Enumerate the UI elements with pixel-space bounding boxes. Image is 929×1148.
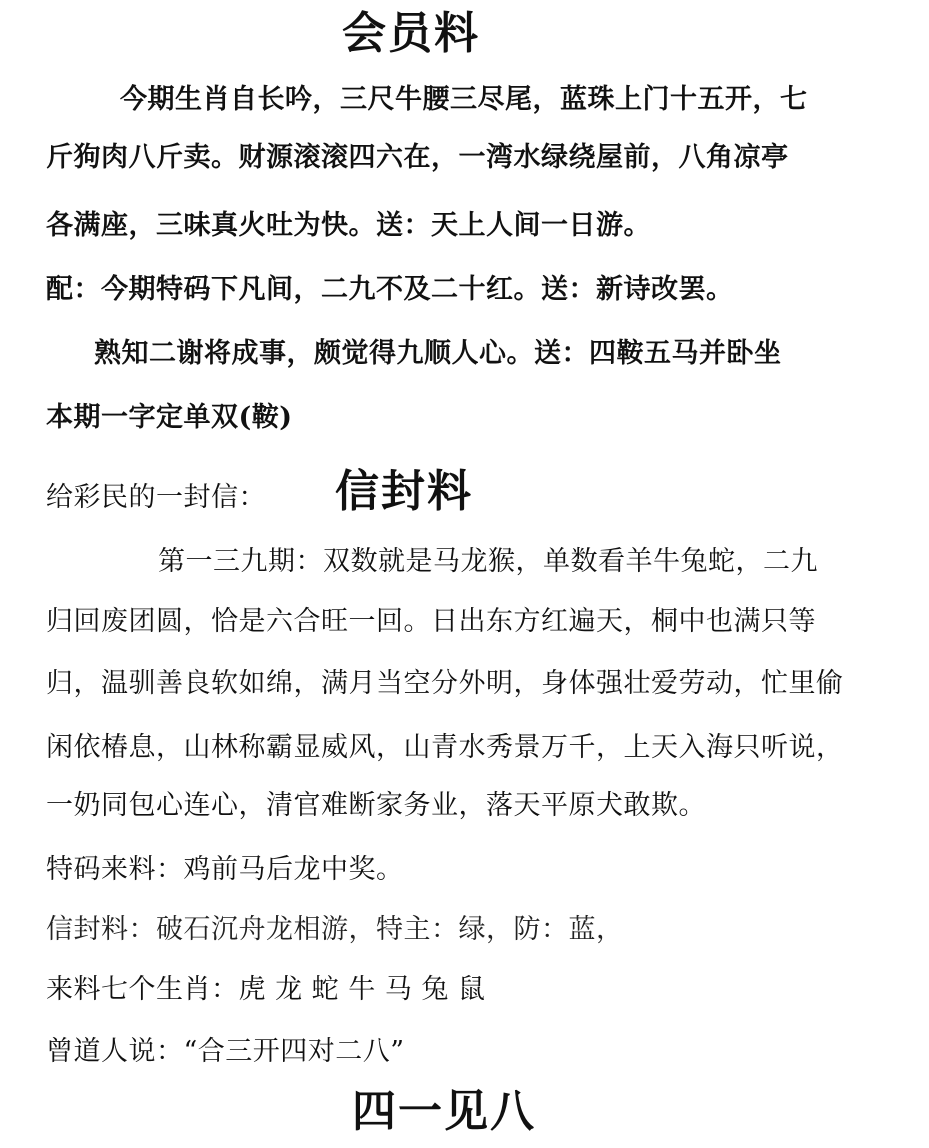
member-line: 熟知二谢将成事，颇觉得九顺人心。送：四鞍五马并卧坐	[94, 338, 782, 369]
member-title: 会员料	[342, 8, 480, 59]
member-line: 配：今期特码下凡间，二九不及二十红。送：新诗改罢。	[46, 274, 734, 305]
member-line: 今期生肖自长吟，三尺牛腰三尽尾，蓝珠上门十五开，七	[120, 84, 808, 115]
letter-title: 信封料	[335, 466, 473, 517]
letter-line: 来料七个生肖：虎 龙 蛇 牛 马 兔 鼠	[46, 974, 486, 1005]
member-line: 本期一字定单双(鞍)	[46, 402, 293, 433]
letter-line: 闲依椿息，山林称霸显威风，山青水秀景万千，上天入海只听说，	[46, 732, 844, 763]
member-line: 斤狗肉八斤卖。财源滚滚四六在，一湾水绿绕屋前，八角凉亭	[46, 142, 789, 173]
footer-title: 四一见八	[352, 1086, 536, 1137]
letter-line: 特码来料：鸡前马后龙中奖。	[46, 854, 404, 885]
letter-intro: 给彩民的一封信：	[46, 482, 266, 513]
letter-line: 第一三九期：双数就是马龙猴，单数看羊牛兔蛇，二九	[158, 546, 818, 577]
letter-line: 归，温驯善良软如绵，满月当空分外明，身体强壮爱劳动，忙里偷	[46, 668, 844, 699]
letter-line: 归回废团圆，恰是六合旺一回。日出东方红遍天，桐中也满只等	[46, 606, 816, 637]
letter-line: 信封料：破石沉舟龙相游，特主：绿，防：蓝，	[46, 914, 624, 945]
member-line: 各满座，三味真火吐为快。送：天上人间一日游。	[46, 210, 651, 241]
letter-line: 一奶同包心连心，清官难断家务业，落天平原犬敢欺。	[46, 790, 706, 821]
letter-line: 曾道人说：“合三开四对二八”	[46, 1036, 405, 1067]
